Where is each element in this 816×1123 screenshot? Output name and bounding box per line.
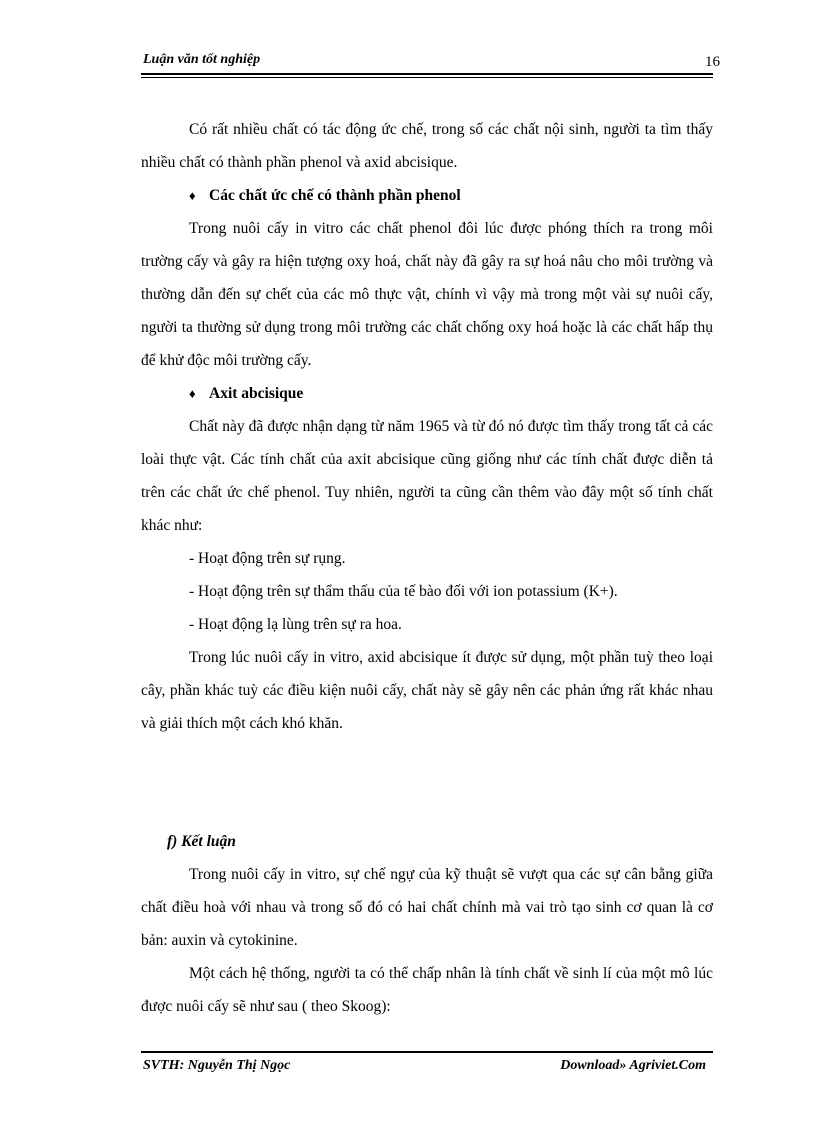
heading-abcisique xyxy=(141,377,713,410)
footer-source: Download» Agriviet.Com xyxy=(560,1058,706,1073)
heading-abcisique-text: Axit abcisique xyxy=(209,385,304,402)
list-item: - Hoạt động lạ lùng trên sự ra hoa. xyxy=(189,616,402,633)
heading-phenol xyxy=(141,179,713,212)
section-conclusion-title: f) Kết luận xyxy=(167,833,236,850)
page-content xyxy=(141,113,713,1023)
list-item: - Hoạt động trên sự rụng. xyxy=(189,550,346,567)
footer-rule xyxy=(141,1051,713,1053)
header-title: Luận văn tốt nghiệp xyxy=(143,52,261,67)
paragraph-in-vitro: Trong lúc nuôi cấy in vitro, axid abcisique ít được sử dụng, một phần tuỳ theo loại cây, phần khác tuỳ các điều kiện nuôi cấy, chất này sẽ gây nên các phản ứng rất khác nhau và giải thích một cách khó khăn. xyxy=(141,649,713,732)
footer-author: SVTH: Nguyễn Thị Ngọc xyxy=(143,1058,291,1073)
paragraph-skoog: Một cách hệ thống, người ta có thể chấp nhân là tính chất về sinh lí của một mô lúc được nuôi cấy sẽ như sau ( theo Skoog): xyxy=(141,965,713,1015)
paragraph-intro: Có rất nhiều chất có tác động ức chế, trong số các chất nội sinh, người ta tìm thấy nhiều chất có thành phần phenol và axid abcisique. xyxy=(141,121,713,171)
list-item: - Hoạt động trên sự thẩm thấu của tế bào đối với ion potassium (K+). xyxy=(189,583,618,600)
paragraph-phenol: Trong nuôi cấy in vitro các chất phenol đôi lúc được phóng thích ra trong môi trường cấy và gây ra hiện tượng oxy hoá, chất này đã gây ra sự hoá nâu cho môi trường và thường dẫn đến sự chết của các mô thực vật, chính vì vậy mà trong một vài sự nuôi cấy, người ta thường sử dụng trong môi trường các chất chống oxy hoá hoặc là các chất hấp thụ để khử độc môi trường cấy. xyxy=(141,220,713,369)
diamond-bullet-icon: ♦ xyxy=(189,188,196,203)
header-rule-thin xyxy=(141,77,713,78)
paragraph-abcisique: Chất này đã được nhận dạng từ năm 1965 và từ đó nó được tìm thấy trong tất cả các loài thực vật. Các tính chất của axit abcisique cũng giống như các tính chất được diễn tả trên các chất ức chế phenol. Tuy nhiên, người ta cũng cần thêm vào đây một số tính chất khác như: xyxy=(141,418,713,534)
header-rule xyxy=(141,73,713,75)
heading-phenol-text: Các chất ức chế có thành phần phenol xyxy=(209,187,461,204)
paragraph-conclusion: Trong nuôi cấy in vitro, sự chế ngự của kỹ thuật sẽ vượt qua các sự cân bằng giữa chất điều hoà với nhau và trong số đó có hai chất chính mà vai trò tạo sinh cơ quan là cơ bản: auxin và cytokinine. xyxy=(141,866,713,949)
diamond-bullet-icon: ♦ xyxy=(189,386,196,401)
page-number: 16 xyxy=(705,54,720,70)
